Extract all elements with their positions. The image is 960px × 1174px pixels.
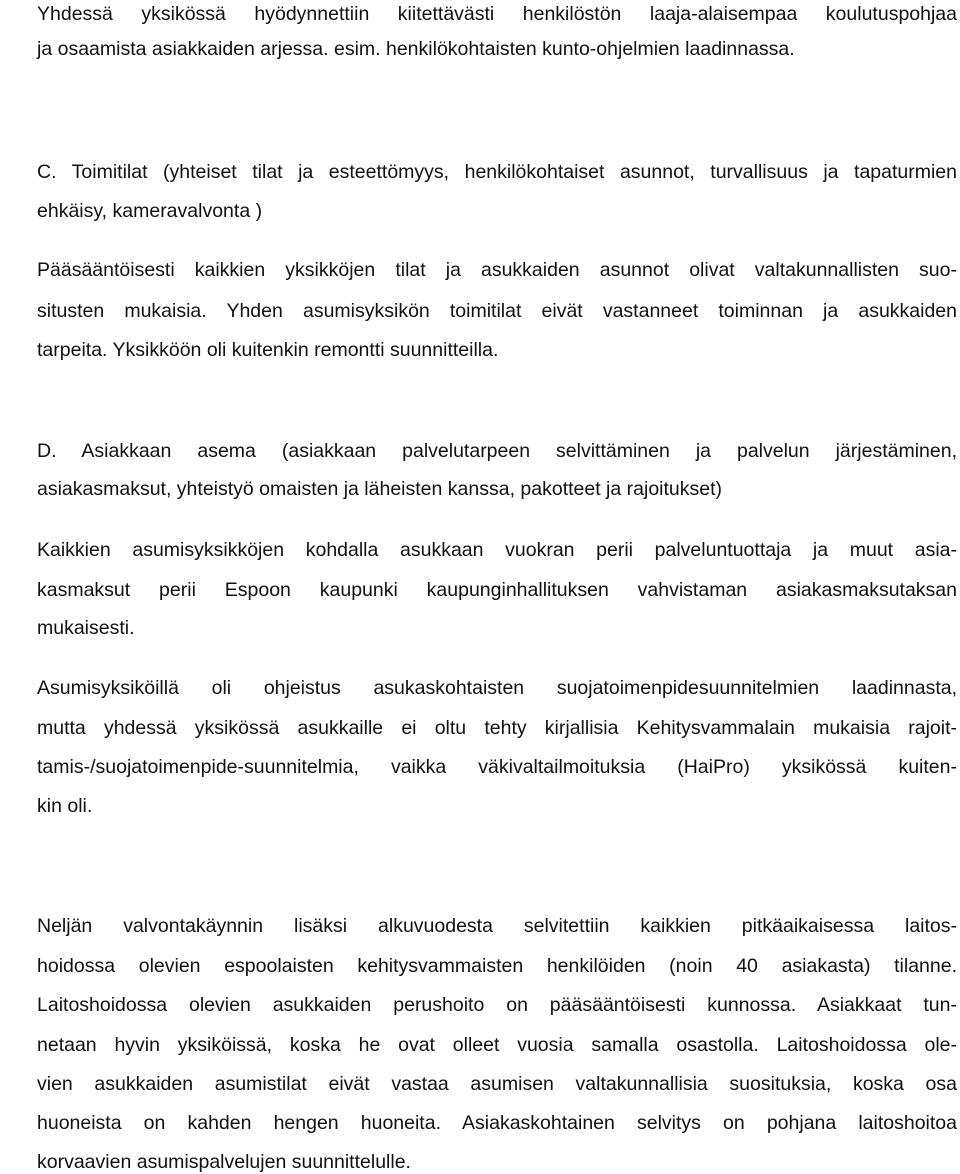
text-line: korvaavien asumispalvelujen suunnittelulle.	[37, 1151, 411, 1173]
text-line: C. Toimitilat (yhteiset tilat ja esteettömyys, henkilökohtaiset asunnot, turvallisuus ja tapaturmien	[37, 161, 957, 183]
text-line: Yhdessä yksikössä hyödynnettiin kiitettävästi henkilöstön laaja-alaisempaa koulutuspohjaa	[37, 3, 957, 25]
text-line: Neljän valvontakäynnin lisäksi alkuvuodesta selvitettiin kaikkien pitkäaikaisessa laitos-	[37, 915, 957, 937]
text-line: asiakasmaksut, yhteistyö omaisten ja läheisten kanssa, pakotteet ja rajoitukset)	[37, 478, 723, 500]
text-line: Asumisyksiköillä oli ohjeistus asukaskohtaisten suojatoimenpidesuunnitelmien laadinnasta,	[37, 677, 957, 699]
text-line: Pääsääntöisesti kaikkien yksikköjen tilat ja asukkaiden asunnot olivat valtakunnallisten suo-	[37, 259, 957, 281]
text-line: situsten mukaisia. Yhden asumisyksikön toimitilat eivät vastanneet toiminnan ja asukkaiden	[37, 300, 957, 322]
text-line: D. Asiakkaan asema (asiakkaan palvelutarpeen selvittäminen ja palvelun järjestäminen,	[37, 440, 957, 462]
text-line: ja osaamista asiakkaiden arjessa. esim. henkilökohtaisten kunto-ohjelmien laadinnassa.	[37, 38, 795, 60]
text-line: kasmaksut perii Espoon kaupunki kaupunginhallituksen vahvistaman asiakasmaksutaksan	[37, 579, 957, 601]
text-line: netaan hyvin yksiköissä, koska he ovat olleet vuosia samalla osastolla. Laitoshoidossa ole-	[37, 1034, 957, 1056]
text-line: mutta yhdessä yksikössä asukkaille ei oltu tehty kirjallisia Kehitysvammalain mukaisia rajoit-	[37, 717, 957, 739]
text-line: mukaisesti.	[37, 617, 135, 639]
text-line: kin oli.	[37, 795, 93, 817]
text-line: hoidossa olevien espoolaisten kehitysvammaisten henkilöiden (noin 40 asiakasta) tilanne.	[37, 955, 957, 977]
text-line: tamis-/suojatoimenpide-suunnitelmia, vaikka väkivaltailmoituksia (HaiPro) yksikössä kuiten-	[37, 756, 957, 778]
text-line: ehkäisy, kameravalvonta )	[37, 200, 263, 222]
text-line: Kaikkien asumisyksikköjen kohdalla asukkaan vuokran perii palveluntuottaja ja muut asia-	[37, 539, 957, 561]
text-line: tarpeita. Yksikköön oli kuitenkin remontti suunnitteilla.	[37, 339, 499, 361]
text-line: vien asukkaiden asumistilat eivät vastaa asumisen valtakunnallisia suosituksia, koska osa	[37, 1073, 957, 1095]
text-line: huoneista on kahden hengen huoneita. Asiakaskohtainen selvitys on pohjana laitoshoitoa	[37, 1112, 957, 1134]
text-line: Laitoshoidossa olevien asukkaiden perushoito on pääsääntöisesti kunnossa. Asiakkaat tun-	[37, 994, 957, 1016]
